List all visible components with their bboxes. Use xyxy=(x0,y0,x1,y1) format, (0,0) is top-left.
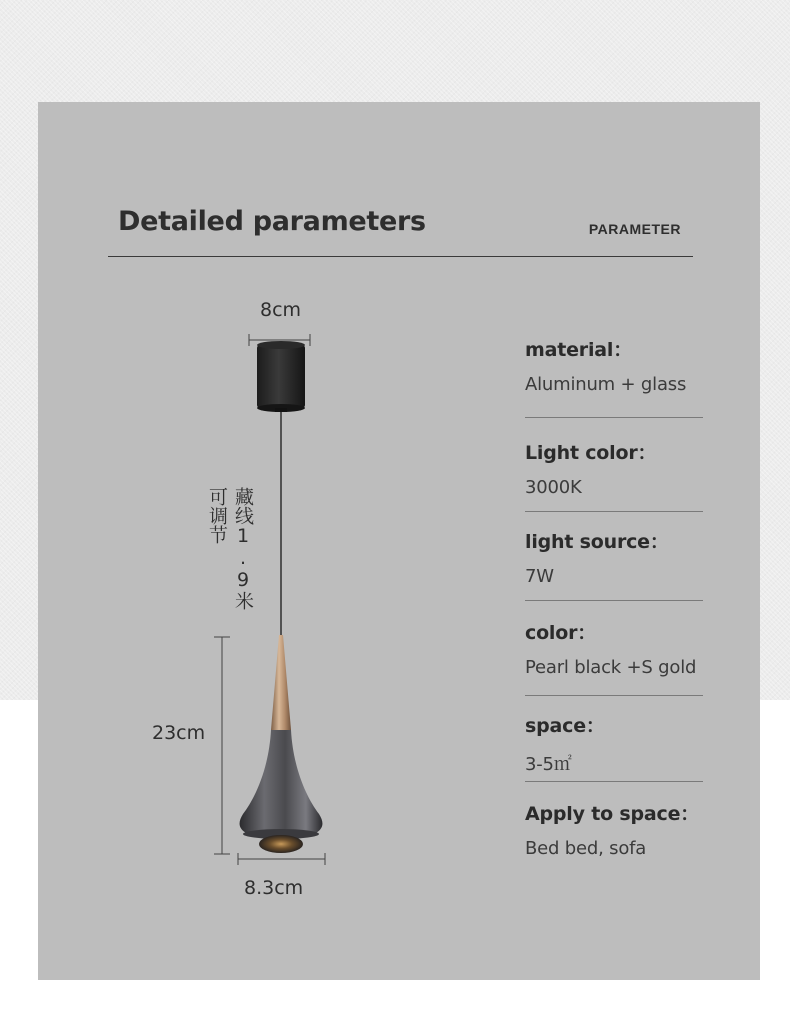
parameter-panel xyxy=(38,102,760,980)
spec-label: Light color： xyxy=(525,442,657,464)
shade-height-dimension xyxy=(214,637,230,854)
spec-value: Bed bed, sofa xyxy=(525,838,647,859)
shade-height-label: 23cm xyxy=(152,722,206,744)
section-subtitle: PARAMETER xyxy=(588,221,681,237)
page-title: Detailed parameters xyxy=(118,206,426,237)
smoke-glass-shade xyxy=(240,730,323,838)
shade-width-label: 8.3cm xyxy=(244,877,304,899)
spec-value: 3-5㎡ xyxy=(525,754,572,775)
spec-value: 3000K xyxy=(525,477,582,498)
canopy xyxy=(257,341,305,412)
spec-apply-to-space xyxy=(525,782,703,859)
spec-label: space： xyxy=(525,715,605,737)
shade-width-dimension xyxy=(238,853,325,865)
lamp-lens xyxy=(259,835,303,853)
gold-stem xyxy=(271,635,291,730)
spec-label: material： xyxy=(525,339,633,361)
spec-label: color： xyxy=(525,622,597,644)
spec-light-source xyxy=(525,512,703,600)
spec-light-color xyxy=(525,418,703,511)
spec-label: Apply to space： xyxy=(525,803,700,825)
spec-label: light source： xyxy=(525,531,669,553)
spec-value: 7W xyxy=(525,566,554,587)
cable-adjustable-note: 可调节 xyxy=(206,487,228,544)
spec-material xyxy=(525,335,703,417)
spec-color xyxy=(525,601,703,695)
spec-value: Aluminum + glass xyxy=(525,374,687,395)
spec-value: Pearl black +S gold xyxy=(525,657,697,678)
spec-list xyxy=(525,335,703,859)
canopy-width-label: 8cm xyxy=(260,299,302,321)
spec-space xyxy=(525,696,703,781)
cable-length-note: 藏线1.9米 xyxy=(232,487,254,610)
